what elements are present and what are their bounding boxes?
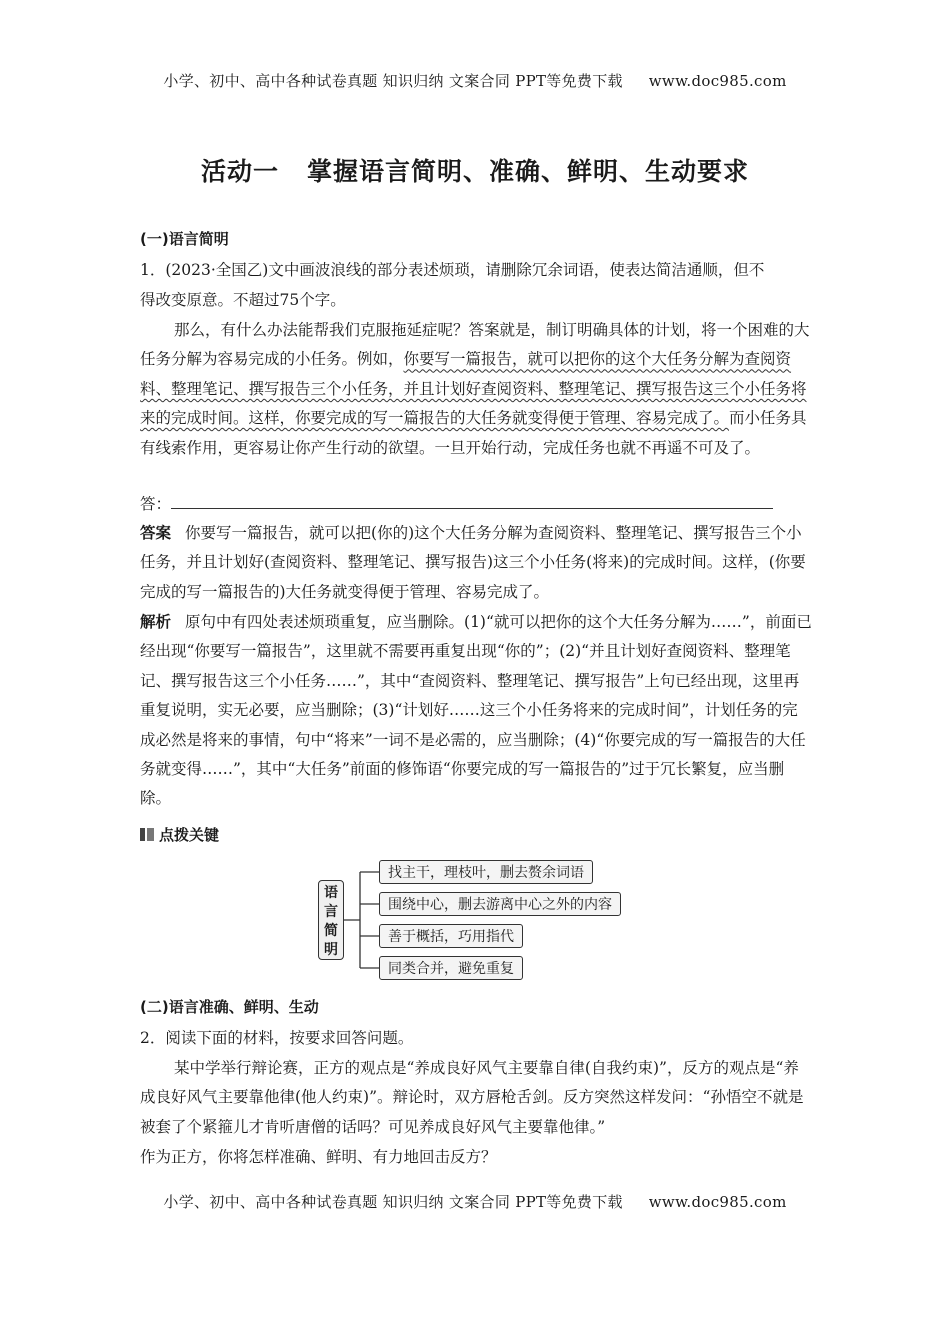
q1-passage-ending: 而小任务具有线索作用，更容易让你产生行动的欲望。一旦开始行动，完成任务也就不再遥不可及了。 <box>140 409 807 457</box>
root-char: 语 <box>324 885 338 901</box>
key-points-heading <box>140 824 219 845</box>
q1-stem-line1: 1．(2023·全国乙)文中画波浪线的部分表述烦琐，请删除冗余词语，使表达简洁通顺，但不 <box>140 261 765 279</box>
q1-passage <box>140 316 812 463</box>
answer-blank[interactable] <box>171 494 773 509</box>
header-text: 小学、初中、高中各种试卷真题 知识归纳 文案合同 PPT等免费下载 <box>163 72 623 90</box>
analysis-text: 原句中有四处表述烦琐重复，应当删除。(1)“就可以把你的这个大任务分解为……”，前面已经出现“你要写一篇报告”，这里就不需要再重复出现“你的”；(2)“并且计划好查阅资料、整理笔记、撰写报告这三个小任务……”，其中“查阅资料、整理笔记、撰写报告”上句已经出现，这里再重复说明，实无必要，应当删除；(3)“计划好……这三个小任务将来的完成时间”，计划任务的完成必然是将来的事情，句中“将来”一词不是必需的，应当删除；(4)“你要完成的写一篇报告的大任务就变得……”，其中“大任务”前面的修饰语“你要完成的写一篇报告的”过于冗长繁复，应当删除。 <box>140 613 812 808</box>
answer-label: 答： <box>140 495 172 513</box>
q1-stem-line2: 得改变原意。不超过75个字。 <box>140 291 346 309</box>
root-char: 明 <box>324 942 338 958</box>
footer-text: 小学、初中、高中各种试卷真题 知识归纳 文案合同 PPT等免费下载 <box>163 1193 623 1211</box>
q2-passage-text: 某中学举行辩论赛，正方的观点是“养成良好风气主要靠自律(自我约束)”，反方的观点是“养成良好风气主要靠他律(他人约束)”。辩论时，双方唇枪舌剑。反方突然这样发问：“孙悟空不就是被套了个紧箍儿才肯听唐僧的话吗？可见养成良好风气主要靠他律。” <box>140 1059 804 1136</box>
diagram-branch-3: 善于概括，巧用指代 <box>379 924 523 948</box>
page-header <box>0 70 950 91</box>
title-activity: 活动一 <box>200 157 279 186</box>
root-char: 言 <box>324 904 338 920</box>
q2-passage <box>140 1054 812 1142</box>
root-char: 简 <box>324 923 338 939</box>
q1-passage-intro: 那么，有什么办法能帮我们克服拖延症呢？答案就是，制订明确具体的计划，将一个困难的大任务分解为容易完成的小任务。例如， <box>140 321 810 369</box>
answer-text: 你要写一篇报告，就可以把(你的)这个大任务分解为查阅资料、整理笔记、撰写报告三个小任务，并且计划好(查阅资料、整理笔记、撰写报告)这三个小任务(将来)的完成时间。这样，(你要完成的写一篇报告的)大任务就变得便于管理、容易完成了。 <box>140 524 806 601</box>
answer-tag: 答案 <box>140 524 172 542</box>
analysis-tag: 解析 <box>140 613 172 631</box>
q1-answer-line <box>140 494 773 514</box>
section-marker-icon <box>140 828 154 841</box>
page-title <box>0 152 950 188</box>
header-url[interactable]: www.doc985.com <box>648 72 787 90</box>
diagram-branch-2: 围绕中心，删去游离中心之外的内容 <box>379 892 621 916</box>
key-points-label: 点拨关键 <box>159 826 220 844</box>
diagram-root-box <box>318 880 344 960</box>
title-topic: 掌握语言简明、准确、鲜明、生动要求 <box>307 157 750 186</box>
diagram-connectors <box>340 858 382 970</box>
footer-url[interactable]: www.doc985.com <box>648 1193 787 1211</box>
diagram-branch-4: 同类合并，避免重复 <box>379 956 523 980</box>
q1-answer <box>140 519 812 607</box>
section2-heading: (二)语言准确、鲜明、生动 <box>140 998 319 1016</box>
q1-wavy-underlined-text: 你要写一篇报告，就可以把你的这个大任务分解为查阅资料、整理笔记、撰写报告三个小任务，并且计划好查阅资料、整理笔记、撰写报告这三个小任务将来的完成时间。这样，你要完成的写一篇报告的大任务就变得便于管理、容易完成了。 <box>140 350 807 428</box>
q1-analysis <box>140 608 812 814</box>
page-footer <box>0 1191 950 1212</box>
q2-stem: 2．阅读下面的材料，按要求回答问题。 <box>140 1029 414 1047</box>
diagram-branch-1: 找主干，理枝叶，删去赘余词语 <box>379 860 593 884</box>
section1-heading: (一)语言简明 <box>140 230 229 248</box>
q2-question: 作为正方，你将怎样准确、鲜明、有力地回击反方？ <box>140 1148 497 1166</box>
